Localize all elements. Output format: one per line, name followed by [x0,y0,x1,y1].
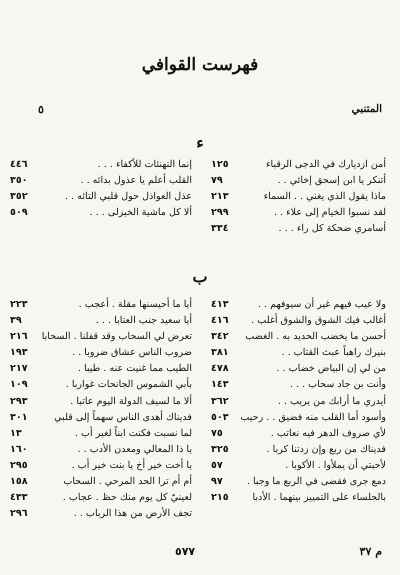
verse-page: ٢١٣ [211,191,229,203]
section-baa-right-column [211,297,386,506]
page-title: فهرست القوافي [141,55,259,75]
verse-page: ٥٧ [211,459,223,471]
verse-text: القلب أعلم يا عذول بدائه . . [80,175,192,187]
verse-text: أمن ازديارك في الدجى الرقباء [266,159,386,170]
verse-page: ١٩٣ [10,347,28,359]
verse-page: ٣٢٥ [211,443,229,455]
verse-text: ألا كل ماشية الخيزلى . . . [89,207,192,219]
author-name: المتنبي [351,103,382,115]
verse-page: ٢٩٥ [10,459,28,471]
index-row [10,377,192,393]
index-row [211,426,386,442]
verse-text: ألا ما لسيف الدولة اليوم عاتبا . [70,395,192,407]
index-row [211,313,386,329]
section-letter-hamza: ء [196,133,204,152]
index-row [211,377,386,393]
index-row [10,313,192,329]
index-row [10,297,192,313]
verse-page: ٤٣٣ [10,492,28,504]
verse-page: ١٣ [10,427,22,439]
verse-page: ٣٣٤ [211,223,229,235]
section-hamza-right-column [211,157,386,237]
verse-page: ٢١٥ [211,492,229,504]
author-page-number: ٥ [38,103,44,116]
verse-page: ٢٩٩ [211,207,229,219]
verse-text: تعرض لي السحاب وقد قفلنا . السحابا [41,331,192,343]
index-row [211,410,386,426]
verse-text: أيدري ما أرابك من يريب . . [277,395,386,407]
verse-text: يا أخت خير أخ يا بنت خير أب . [71,459,192,471]
verse-page: ٥٠٩ [10,207,28,219]
section-hamza-left-column [10,157,192,221]
signature-mark: م ٣٧ [359,545,382,558]
verse-page: ٣٥٠ [10,175,28,187]
verse-page: ١٢٥ [211,159,229,170]
verse-page: ٤٧٨ [211,363,229,375]
index-row [10,345,192,361]
verse-page: ٥٠٣ [211,411,229,423]
verse-text: تجف الأرض من هذا الرباب . . [73,508,192,520]
index-row [211,474,386,490]
verse-page: ٤١٣ [211,299,229,310]
verse-page: ١٦٠ [10,443,28,455]
index-row [211,189,386,205]
verse-page: ١٠٩ [10,379,28,391]
verse-page: ٢١٦ [10,331,28,343]
verse-page: ٣٦٢ [211,395,229,407]
verse-page: ٣٠١ [10,411,28,423]
verse-page: ٢٩٦ [10,508,28,520]
verse-text: فديناك من ربع وإن زدتنا كربا . [266,443,386,455]
index-row [10,442,192,458]
verse-page: ٣٤٢ [211,331,229,343]
verse-text: إنما التهنئات للأكفاء . . . [97,159,192,170]
index-row [211,157,386,173]
verse-text: أحسن ما يخضب الحديد به . الغضب [245,331,386,343]
verse-text: فديناك أهدى الناس سهماً إلى قلبي [54,411,192,423]
verse-text: لقد نسبوا الخيام إلى علاء . . [273,207,386,219]
section-letter-baa: ب [192,267,208,286]
index-row [211,361,386,377]
verse-page: ٢٩٣ [10,395,28,407]
verse-page: ٩٧ [211,476,223,488]
verse-text: من لي إن البياض خضاب . . [276,363,386,375]
index-row [10,474,192,490]
verse-text: أتنكر يا ابن إسحق إخائي . . [277,175,386,187]
index-row [10,173,192,189]
index-row [10,157,192,173]
verse-page: ٤١٦ [211,315,229,327]
index-row [211,394,386,410]
verse-text: لأحبتي أن يملأوا . الأكوبا . [285,459,386,471]
index-row [211,221,386,237]
verse-text: ضروب الناس عشاق ضروبا . . [72,347,192,359]
verse-text: يا ذا المعالي ومعدن الأدب . . [77,443,192,455]
index-row [211,297,386,313]
verse-text: بنيرك راهباً عبث القتاب . . [281,347,386,359]
index-row [211,345,386,361]
index-row [10,361,192,377]
verse-page: ٣٩ [10,315,22,327]
verse-text: بأبي الشموس الجانحات غواربا . [65,379,192,391]
index-row [10,189,192,205]
verse-page: ٣٨١ [211,347,229,359]
verse-text: بالجلساء على التمييز بينهما . الأدبا [252,492,386,504]
verse-text: لما نسبت فكنت ابناً لغير أب . [74,427,192,439]
verse-text: أسامري ضحكة كل راء . . . [278,223,386,235]
index-row [10,490,192,506]
verse-text: ماذا يقول الذي يغني . . السماء [263,191,386,203]
verse-text: عذل العواذل حول قلبي التائه . . [65,191,192,203]
verse-text: ولا عيب فيهم غير أن سيوفهم . . [257,299,386,310]
index-row [211,329,386,345]
index-row [10,426,192,442]
index-row [211,490,386,506]
verse-page: ٣٥٢ [10,191,28,203]
verse-text: أيا سعيد جنب العتابا . . . [95,315,192,327]
verse-text: لأي صروف الدهر فيه نعاتب . [270,427,386,439]
verse-page: ٧٩ [211,175,223,187]
verse-page: ٢١٧ [10,363,28,375]
index-row [211,458,386,474]
index-row [211,205,386,221]
verse-text: أيا ما أحيسنها مقلة . أعجب . [78,299,192,310]
index-row [211,442,386,458]
index-row [10,458,192,474]
index-row [10,506,192,522]
index-row [10,394,192,410]
index-row [10,329,192,345]
index-row [10,410,192,426]
index-row [211,173,386,189]
verse-text: دمع جرى فقضى في الربع ما وجبا . [246,476,386,488]
verse-text: وأسود أما القلب منه فضيق . . رحيب [240,411,386,423]
verse-text: وأنت بن جاد سحاب . . . [289,379,386,391]
index-row [10,205,192,221]
verse-text: الطيب مما غنيت عنه . طيبا . [77,363,192,375]
verse-page: ١٤٣ [211,379,229,391]
verse-text: أم أم ترا الحد المرحي . السحاب [63,476,192,488]
verse-page: ٢٢٣ [10,299,28,310]
verse-page: ٧٥ [211,427,223,439]
section-baa-left-column [10,297,192,522]
page-number: ٥٧٧ [175,545,196,558]
verse-text: لعينيّ كل يوم منك حظ . عجاب . [62,492,192,504]
verse-text: أغالب فيك الشوق والشوق أغلب . [251,315,386,327]
verse-page: ٤٤٦ [10,159,28,170]
verse-page: ١٥٨ [10,476,28,488]
